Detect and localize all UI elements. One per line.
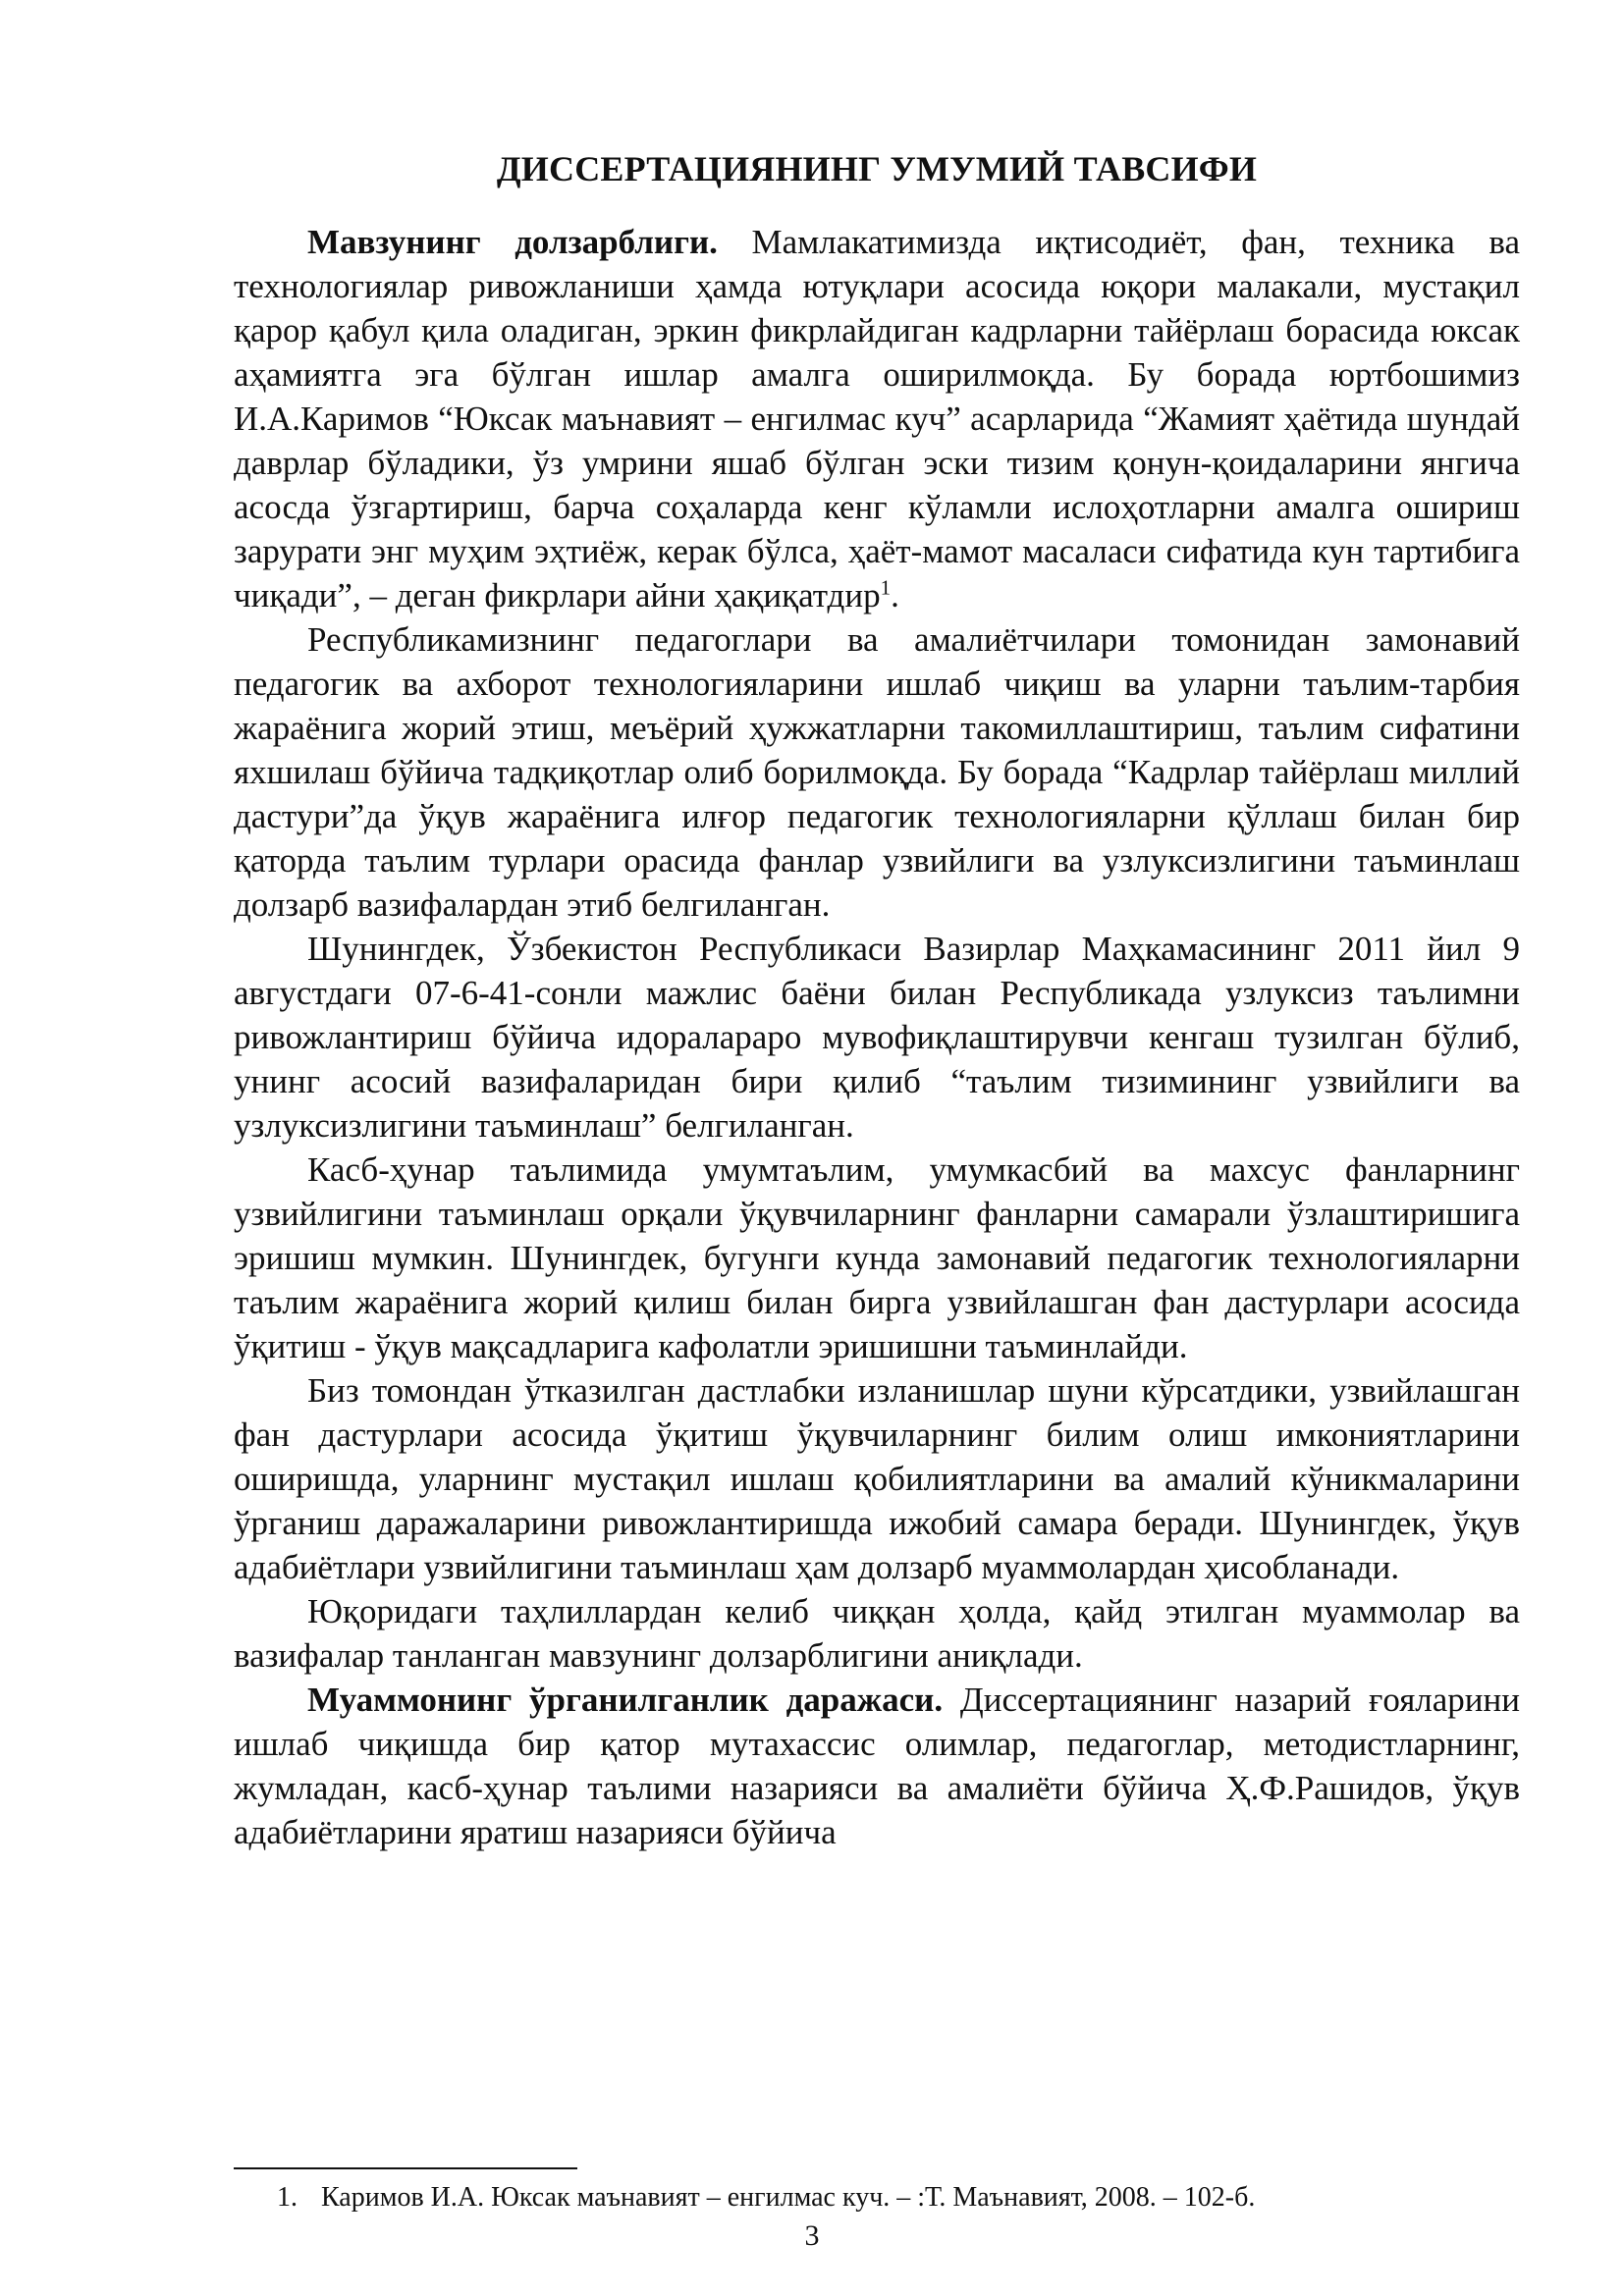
paragraph-text-end: .	[891, 576, 899, 614]
paragraph-heading-relevance: Мавзунинг долзарблиги.	[307, 223, 718, 261]
page-number: 3	[804, 2219, 820, 2252]
paragraph: Республикамизнинг педагоглари ва амалиётчилари томонидан замонавий педагогик ва ахборот технологияларини ишлаб чиқиш ва уларни таълим-тарбия жараёнига жорий этиш, меъёрий ҳужжатларни такомиллаштириш, таълим сифатини яхшилаш бўйича тадқиқотлар олиб борилмоқда. Бу борада “Кадрлар тайёрлаш миллий дастури”да ўқув жараёнига илғор педагогик технологияларни қўллаш билан бир қаторда таълим турлари орасида фанлар узвийлиги ва узлуксизлигини таъминлаш долзарб вазифалардан этиб белгиланган.	[234, 620, 1520, 924]
paragraph: Юқоридаги таҳлиллардан келиб чиққан ҳолда, қайд этилган муаммолар ва вазифалар танланган мавзунинг долзарблигини аниқлади.	[234, 1592, 1520, 1675]
footnote-text: Каримов И.А. Юксак маънавият – енгилмас куч. – :Т. Маънавият, 2008. – 102-б.	[321, 2182, 1256, 2213]
footnote	[277, 2181, 1514, 2215]
document-body	[234, 147, 1520, 1854]
page-title: ДИССЕРТАЦИЯНИНГ УМУМИЙ ТАВСИФИ	[496, 149, 1258, 188]
paragraph-heading-research-degree: Муаммонинг ўрганилганлик даражаси.	[307, 1681, 944, 1719]
footnote-divider	[234, 2167, 577, 2169]
footnote-reference[interactable]: 1	[880, 575, 892, 600]
paragraph-text: Диссертациянинг назарий ғояларини ишлаб чиқишда бир қатор мутахассис олимлар, педагоглар, методистларнинг, жумладан, касб-ҳунар таълими назарияси ва амалиёти бўйича Ҳ.Ф.Рашидов, ўқув адабиётларини яратиш назарияси бўйича	[234, 1681, 1521, 1851]
paragraph: Биз томондан ўтказилган дастлабки изланишлар шуни кўрсатдики, узвийлашган фан дастурлари асосида ўқитиш ўқувчиларнинг билим олиш имкониятларини оширишда, уларнинг мустақил ишлаш қобилиятларини ва амалий кўникмаларини ўрганиш даражаларини ривожлантиришда ижобий самара беради. Шунингдек, ўқув адабиётлари узвийлигини таъминлаш ҳам долзарб муаммолардан ҳисобланади.	[234, 1371, 1520, 1586]
paragraph-research-degree	[234, 1678, 1520, 1854]
paragraph-relevance	[234, 220, 1520, 617]
paragraph: Шунингдек, Ўзбекистон Республикаси Вазирлар Маҳкамасининг 2011 йил 9 августдаги 07-6-41-сонли мажлис баёни билан Республикада узлуксиз таълимни ривожлантириш бўйича идоралараро мувофиқлаштирувчи кенгаш тузилган бўлиб, унинг асосий вазифаларидан бири қилиб “таълим тизимининг узвийлиги ва узлуксизлигини таъминлаш” белгиланган.	[234, 930, 1520, 1145]
paragraph-text: Мамлакатимизда иқтисодиёт, фан, техника ва технологиялар ривожланиши ҳамда ютуқлари асосида юқори малакали, мустақил қарор қабул қила оладиган, эркин фикрлайдиган кадрларни тайёрлаш борасида юксак аҳамиятга эга бўлган ишлар амалга оширилмоқда. Бу борада юртбошимиз И.А.Каримов “Юксак маънавият – енгилмас куч” асарларида “Жамият ҳаётида шундай даврлар бўладики, ўз умрини яшаб бўлган эски тизим қонун-қоидаларини янгича асосда ўзгартириш, барча соҳаларда кенг кўламли ислоҳотларни амалга ошириш зарурати энг муҳим эҳтиёж, керак бўлса, ҳаёт-мамот масаласи сифатида кун тартибига чиқади”, – деган фикрлари айни ҳақиқатдир	[234, 223, 1520, 614]
paragraph: Касб-ҳунар таълимида умумтаълим, умумкасбий ва махсус фанларнинг узвийлигини таъминлаш орқали ўқувчиларнинг фанларни самарали ўзлаштиришига эришиш мумкин. Шунингдек, бугунги кунда замонавий педагогик технологияларни таълим жараёнига жорий қилиш билан бирга узвийлашган фан дастурлари асосида ўқитиш - ўқув мақсадларига кафолатли эришишни таъминлайди.	[234, 1150, 1520, 1365]
footnote-number: 1.	[277, 2182, 298, 2213]
